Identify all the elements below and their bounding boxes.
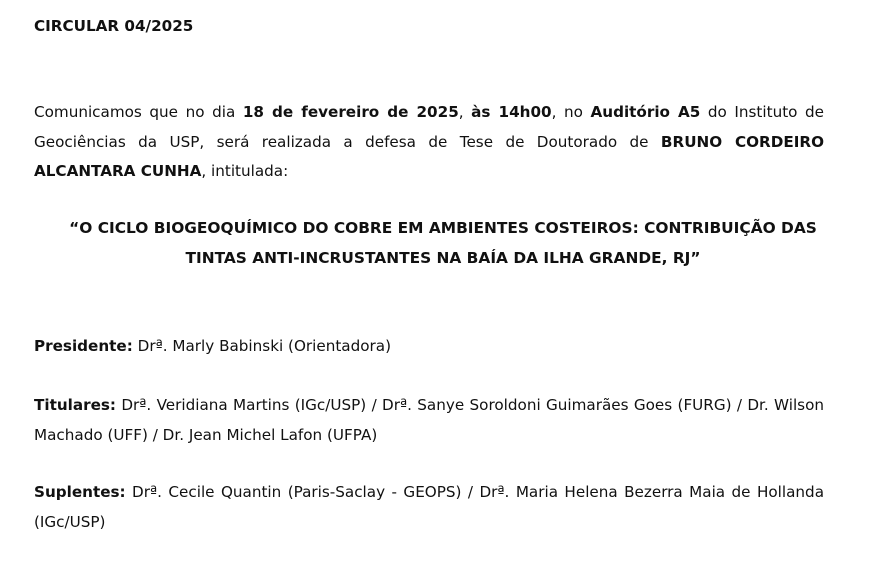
intro-text-5: , intitulada: bbox=[201, 162, 289, 180]
titulares-value: Drª. Veridiana Martins (IGc/USP) / Drª. Sanye Soroldoni Guimarães Goes (FURG) / Dr. Wilson Machado (UFF) / Dr. Jean Michel Lafon (UFPA) bbox=[34, 396, 824, 444]
intro-text-3: , no bbox=[551, 103, 591, 121]
thesis-title bbox=[34, 214, 852, 273]
intro-text-2: , bbox=[458, 103, 472, 121]
titulares-label: Titulares: bbox=[34, 396, 116, 414]
thesis-title-line-2: TINTAS ANTI-INCRUSTANTES NA BAÍA DA ILHA GRANDE, RJ” bbox=[185, 248, 701, 267]
defense-time: às 14h00 bbox=[471, 103, 552, 121]
suplentes-value: Drª. Cecile Quantin (Paris-Saclay - GEOPS) / Drª. Maria Helena Bezerra Maia de Hollanda (IGc/USP) bbox=[34, 483, 824, 531]
committee-titulares bbox=[34, 391, 824, 450]
president-value: Drª. Marly Babinski (Orientadora) bbox=[132, 337, 392, 355]
committee-president bbox=[34, 332, 824, 362]
committee-suplentes bbox=[34, 478, 824, 537]
defense-venue: Auditório A5 bbox=[590, 103, 701, 121]
circular-number: CIRCULAR 04/2025 bbox=[34, 17, 194, 35]
candidate-name: BRUNO CORDEIRO ALCANTARA CUNHA bbox=[34, 132, 824, 180]
intro-text-4: do Instituto de Geociências da USP, será realizada a defesa de Tese de Doutorado de bbox=[34, 103, 824, 151]
defense-date: 18 de fevereiro de 2025 bbox=[242, 103, 459, 121]
thesis-title-line-1: “O CICLO BIOGEOQUÍMICO DO COBRE EM AMBIENTES COSTEIROS: CONTRIBUIÇÃO DAS bbox=[69, 219, 817, 237]
suplentes-label: Suplentes: bbox=[34, 483, 126, 501]
president-label: Presidente: bbox=[34, 337, 133, 355]
announcement-paragraph bbox=[34, 98, 824, 187]
intro-text-1: Comunicamos que no dia bbox=[34, 103, 243, 121]
